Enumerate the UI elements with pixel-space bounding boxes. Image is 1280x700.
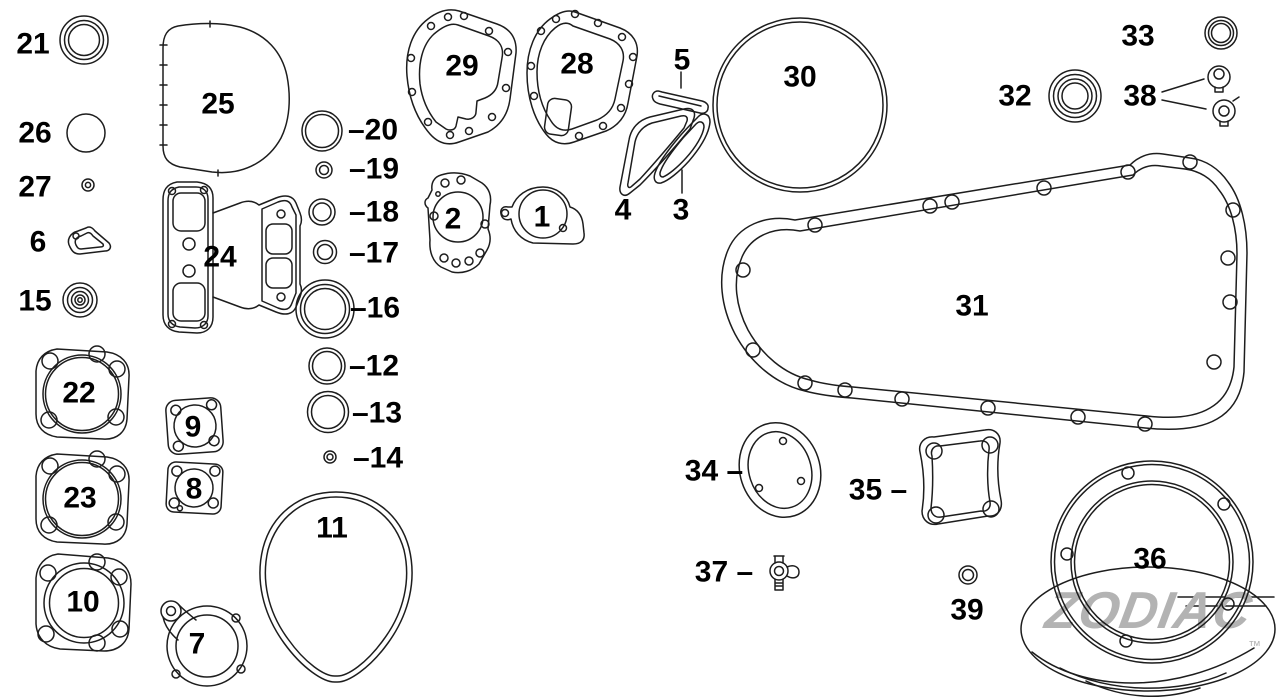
part-18-drawing	[309, 199, 335, 225]
part-27-label: 27	[18, 170, 52, 204]
zodiac-trademark: ™	[1248, 638, 1261, 653]
part-4-label: 4	[614, 193, 632, 227]
part-30-label: 30	[783, 60, 817, 94]
part-14-drawing	[324, 451, 336, 463]
part-17-drawing	[314, 241, 337, 264]
part-16-drawing	[296, 280, 354, 338]
part-8-label: 8	[185, 472, 203, 506]
part-16-label: –16	[349, 291, 401, 325]
part-32-label: 32	[998, 79, 1032, 113]
part-6-label: 6	[29, 225, 47, 259]
part-36-label: 36	[1133, 542, 1167, 576]
part-20-drawing	[302, 111, 342, 151]
part-15-drawing	[63, 283, 97, 317]
part-5-drawing	[652, 72, 708, 113]
part-35-label: 35 –	[848, 473, 908, 507]
part-26-drawing	[67, 114, 105, 152]
part-13-label: –13	[351, 396, 403, 430]
part-11-label: 11	[316, 511, 348, 545]
part-number-labels	[16, 20, 1166, 661]
part-3-label: 3	[672, 193, 690, 227]
part-38-drawing	[1162, 66, 1239, 126]
part-12-label: –12	[348, 349, 400, 383]
part-7-label: 7	[188, 627, 206, 661]
part-35-drawing	[920, 430, 1002, 525]
part-30-drawing	[713, 18, 887, 192]
part-33-label: 33	[1121, 19, 1155, 53]
part-25-label: 25	[201, 87, 235, 121]
part-21-label: 21	[16, 27, 50, 61]
part-21-drawing	[60, 16, 108, 64]
part-33-drawing	[1205, 17, 1237, 49]
part-9-label: 9	[184, 410, 202, 444]
part-10-label: 10	[66, 585, 100, 619]
part-6-drawing	[68, 227, 110, 254]
part-38-label: 38	[1123, 79, 1157, 113]
part-22-label: 22	[62, 376, 96, 410]
part-1-label: 1	[533, 200, 551, 234]
part-12-drawing	[309, 348, 345, 384]
part-27-drawing	[82, 179, 94, 191]
part-20-label: –20	[347, 113, 399, 147]
part-23-label: 23	[63, 481, 97, 515]
part-17-label: –17	[348, 236, 400, 270]
part-32-drawing	[1049, 70, 1101, 122]
part-2-label: 2	[444, 202, 462, 236]
part-37-drawing	[770, 556, 799, 590]
part-14-label: –14	[352, 441, 404, 475]
part-31-label: 31	[955, 289, 989, 323]
part-15-label: 15	[18, 284, 52, 318]
part-19-label: –19	[348, 152, 400, 186]
part-5-label: 5	[673, 43, 691, 77]
part-19-drawing	[316, 162, 332, 178]
part-18-label: –18	[348, 195, 400, 229]
part-34-label: 34 –	[684, 454, 744, 488]
zodiac-logo	[1021, 567, 1275, 696]
part-28-label: 28	[560, 47, 594, 81]
zodiac-logo-text: ZODIAC	[1041, 582, 1257, 640]
part-39-drawing	[959, 566, 977, 584]
part-26-label: 26	[18, 116, 52, 150]
part-29-label: 29	[445, 49, 479, 83]
part-24-label: 24	[203, 240, 237, 274]
part-39-label: 39	[950, 593, 984, 627]
part-37-label: 37 –	[694, 555, 754, 589]
part-13-drawing	[308, 392, 349, 433]
